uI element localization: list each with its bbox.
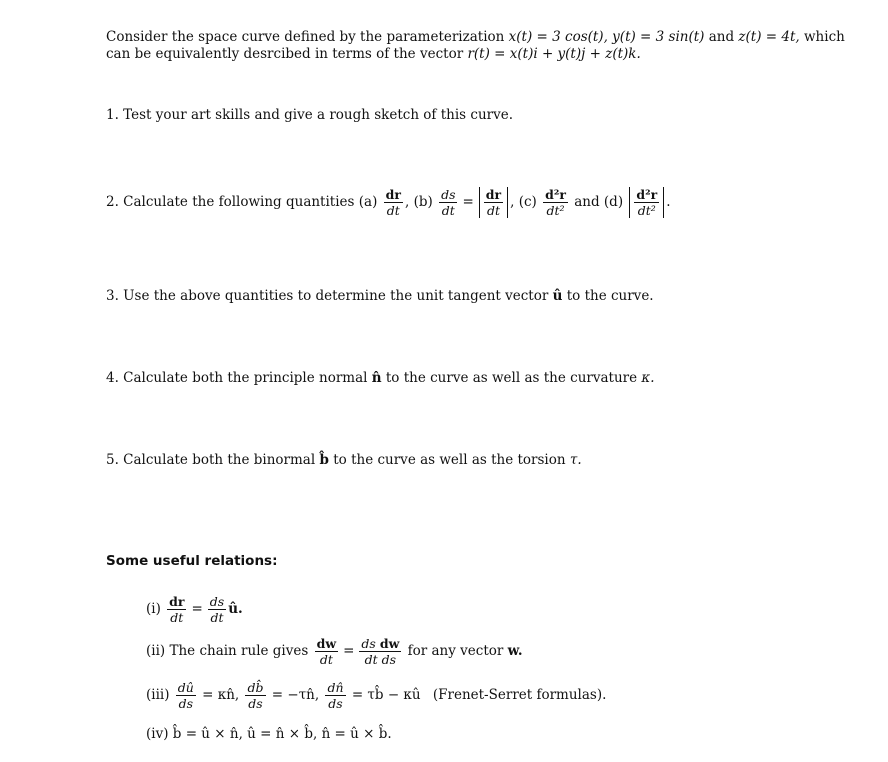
relations-heading: Some useful relations: [106,553,278,569]
fraction-d2r-dt2: $\frac{\text{d²r}}{\text{dt²}}$ [545,187,566,218]
norm-d2r-dt2: $\frac{\text{d²r}}{\text{dt²}}$ [629,187,664,218]
intro-text: Consider the space curve defined by the parameterization [106,29,505,45]
y-definition: y(t) = 3 sin(t) [612,29,705,45]
relation-ii: (ii) The chain rule gives $\frac{dw}{dt}$ = $\frac{\text{ds dw}}{\text{dt ds}}$ for any vector w. [146,636,523,667]
question-5: 5. Calculate both the binormal b̂ to the curve as well as the torsion τ. [106,452,582,468]
question-2: 2. Calculate the following quantities (a) $\frac{dr}{dt}$ , (b) $\frac{ds}{dt}$ = $\frac{dr}{dt}$ , (c) $\frac{\text{d²r}}{\text{dt²}}$ and (d) $\frac{\text{d²r}}{\text{dt²}}$ . [106,187,671,218]
q2-prefix: 2. Calculate the following quantities [106,194,355,210]
q2-label-c: (c) [518,194,537,210]
intro-line-2 [106,46,641,62]
q2-label-a: (a) [358,194,378,210]
fraction-ds-dt: $\frac{ds}{dt}$ [441,187,456,218]
intro-line-1 [106,29,845,45]
unit-tangent-symbol: û [552,288,563,304]
normal-symbol: n̂ [371,370,382,386]
fraction-dr-dt: $\frac{dr}{dt}$ [385,187,401,218]
intro-text-2: can be equivalently desrcibed in terms of the vector [106,46,464,62]
binormal-symbol: b̂ [319,452,329,468]
relation-iv: (iv) b̂ = û × n̂, û = n̂ × b̂, n̂ = û × b̂. [146,726,392,742]
norm-dr-dt: $\frac{dr}{dt}$ [479,187,508,218]
which-word: which [804,29,845,45]
q2-label-b: (b) [413,194,433,210]
z-definition: z(t) = 4t, [738,29,800,45]
tau-symbol: τ. [569,452,582,468]
x-definition: x(t) = 3 cos(t), [508,29,608,45]
kappa-symbol: κ. [641,370,655,386]
relation-i: (i) $\frac{dr}{dt}$ = $\frac{ds}{dt}$ û. [146,594,243,625]
relation-iii: (iii) $\frac{dû}{ds}$ = κn̂, $\frac{db̂}{ds}$ = −τn̂, $\frac{dn̂}{ds}$ = τb̂ − κû (Frenet-Serret formulas). [146,680,607,711]
and-word: and [708,29,735,45]
r-definition: r(t) = x(t)i + y(t)j + z(t)k. [467,46,641,62]
question-3: 3. Use the above quantities to determine the unit tangent vector û to the curve. [106,288,654,304]
question-4: 4. Calculate both the principle normal n̂ to the curve as well as the curvature κ. [106,370,655,386]
q2-label-d: and (d) [574,194,624,210]
question-1: 1. Test your art skills and give a rough sketch of this curve. [106,107,513,123]
